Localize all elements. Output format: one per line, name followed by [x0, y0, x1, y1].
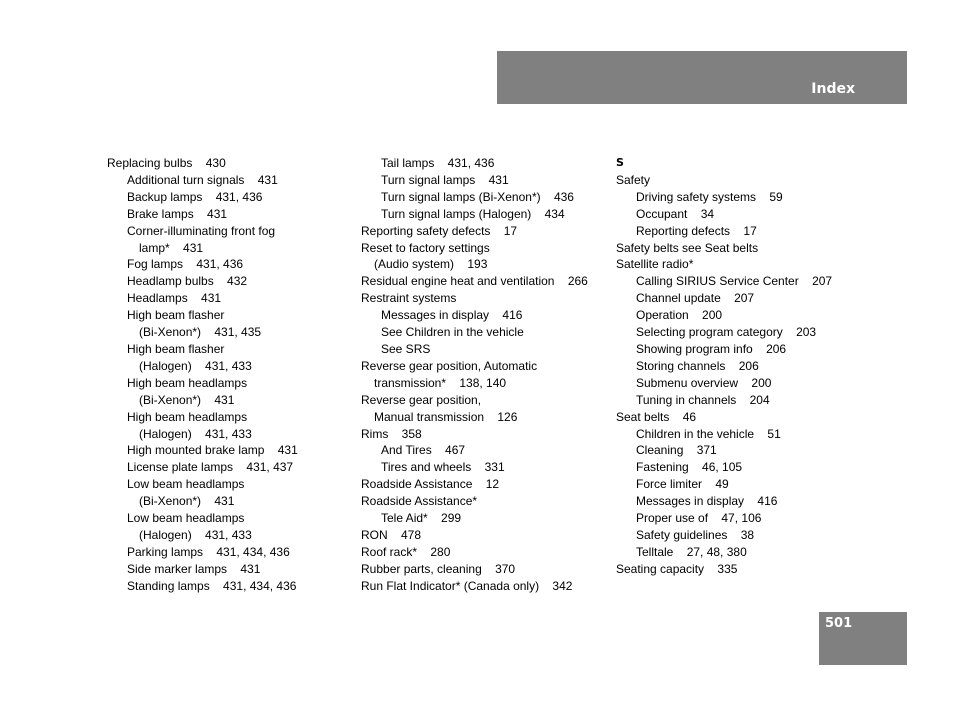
index-subentry: Turn signal lamps (Halogen) 434: [381, 206, 565, 221]
index-subentry: Low beam headlamps: [127, 511, 245, 526]
index-entry: Satellite radio*: [616, 257, 694, 272]
index-subentry: Children in the vehicle 51: [636, 426, 781, 441]
index-subentry: Manual transmission 126: [374, 409, 518, 424]
index-subentry: Brake lamps 431: [127, 206, 228, 221]
index-subentry: transmission* 138, 140: [374, 375, 507, 390]
index-entry: Run Flat Indicator* (Canada only) 342: [361, 578, 573, 593]
index-subentry: Headlamps 431: [127, 291, 222, 306]
index-entry: Seating capacity 335: [616, 561, 738, 576]
index-subentry: See Children in the vehicle: [381, 325, 524, 340]
index-entry: Rubber parts, cleaning 370: [361, 561, 516, 576]
index-entry: Safety: [616, 172, 651, 187]
page-title: Index: [811, 81, 855, 97]
index-entry: Rims 358: [361, 426, 422, 441]
index-entry: Replacing bulbs 430: [107, 156, 226, 170]
index-subentry: High beam headlamps: [127, 409, 248, 424]
index-subentry: Turn signal lamps (Bi-Xenon*) 436: [381, 189, 574, 204]
index-subentry: And Tires 467: [381, 443, 466, 458]
index-subentry: (Audio system) 193: [374, 257, 488, 272]
index-subentry: Showing program info 206: [636, 341, 787, 356]
index-subentry: High beam headlamps: [127, 375, 248, 390]
index-subentry: License plate lamps 431, 437: [127, 460, 294, 475]
index-entry: Roadside Assistance 12: [361, 477, 500, 492]
index-entry: Roof rack* 280: [361, 544, 451, 559]
index-subentry: Turn signal lamps 431: [381, 172, 509, 187]
index-column-1: [107, 155, 357, 595]
index-entry: Seat belts 46: [616, 409, 697, 424]
index-subentry: Fog lamps 431, 436: [127, 257, 244, 272]
index-subentry: Storing channels 206: [636, 358, 759, 373]
index-subentry: Force limiter 49: [636, 477, 729, 492]
index-entry: Reporting safety defects 17: [361, 223, 518, 238]
index-subentry: Calling SIRIUS Service Center 207: [636, 274, 833, 289]
index-subentry: Cleaning 371: [636, 443, 717, 458]
index-subentry: (Bi-Xenon*) 431: [139, 494, 235, 509]
index-subentry: Messages in display 416: [381, 308, 523, 323]
index-entry: Reverse gear position,: [361, 392, 482, 407]
index-subentry: Telltale 27, 48, 380: [636, 544, 747, 559]
page-number-box: [819, 612, 907, 665]
index-entry: Roadside Assistance*: [361, 494, 478, 509]
index-subentry: Backup lamps 431, 436: [127, 189, 263, 204]
index-subentry: Additional turn signals 431: [127, 172, 278, 187]
index-column-2: [361, 155, 611, 595]
index-subentry: Proper use of 47, 106: [636, 511, 762, 526]
index-subentry: Messages in display 416: [636, 494, 778, 509]
index-subentry: (Halogen) 431, 433: [139, 527, 252, 542]
index-subentry: Channel update 207: [636, 291, 755, 306]
index-entry: Reverse gear position, Automatic: [361, 358, 538, 373]
index-subentry: Tires and wheels 331: [381, 460, 505, 475]
index-subentry: Selecting program category 203: [636, 325, 817, 340]
letter-heading: S: [616, 156, 624, 169]
index-subentry: Tuning in channels 204: [636, 392, 770, 407]
index-subentry: Safety guidelines 38: [636, 527, 755, 542]
index-subentry: (Halogen) 431, 433: [139, 426, 252, 441]
index-subentry: Side marker lamps 431: [127, 561, 261, 576]
index-subentry: High mounted brake lamp 431: [127, 443, 298, 458]
index-subentry: High beam flasher: [127, 308, 225, 323]
index-entry: Safety belts see Seat belts: [616, 240, 759, 255]
header-band: [497, 51, 907, 104]
index-subentry: Reporting defects 17: [636, 223, 757, 238]
index-subentry: lamp* 431: [139, 240, 204, 255]
index-subentry: Fastening 46, 105: [636, 460, 743, 475]
index-subentry: Occupant 34: [636, 206, 715, 221]
page-number: 501: [825, 616, 853, 631]
index-subentry: (Halogen) 431, 433: [139, 358, 252, 373]
index-subentry: Low beam headlamps: [127, 477, 245, 492]
index-subentry: (Bi-Xenon*) 431, 435: [139, 325, 262, 340]
index-subentry: See SRS: [381, 341, 431, 356]
index-subentry: Driving safety systems 59: [636, 189, 783, 204]
index-subentry: Standing lamps 431, 434, 436: [127, 578, 297, 593]
index-subentry: Submenu overview 200: [636, 375, 772, 390]
index-subentry: Corner-illuminating front fog: [127, 223, 276, 238]
index-entry: Residual engine heat and ventilation 266: [361, 274, 588, 289]
index-entry: Restraint systems: [361, 291, 457, 306]
index-subentry: Tele Aid* 299: [381, 511, 462, 526]
index-entry: Reset to factory settings: [361, 240, 490, 255]
index-subentry: High beam flasher: [127, 341, 225, 356]
index-column-3: [616, 155, 866, 578]
index-subentry: Parking lamps 431, 434, 436: [127, 544, 290, 559]
index-entry: RON 478: [361, 527, 422, 542]
index-subentry: Tail lamps 431, 436: [381, 156, 495, 170]
index-subentry: (Bi-Xenon*) 431: [139, 392, 235, 407]
index-subentry: Operation 200: [636, 308, 723, 323]
index-subentry: Headlamp bulbs 432: [127, 274, 248, 289]
